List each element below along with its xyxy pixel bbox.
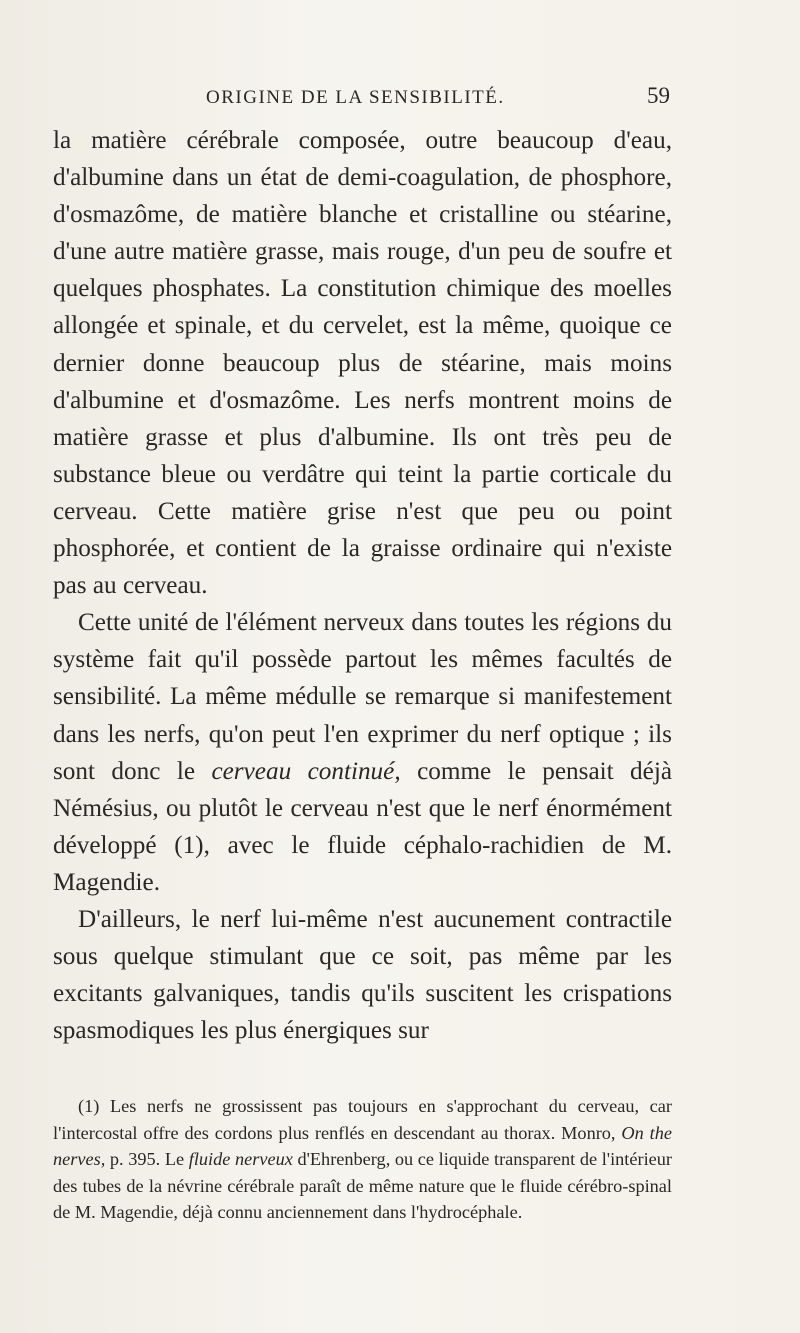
footnote-text-c: d'Ehrenberg, ou ce liquide transparent de l'intérieur des tubes de la névrine cérébrale paraît de même nature que le fluide cérébro-spinal de M. Magendie, déjà connu anciennement dans l'hydrocéphale. [53,1149,672,1222]
running-header [60,83,670,109]
footnote-italic-a: On the nerves, [53,1122,672,1169]
paragraph-1: la matière cérébrale composée, outre beaucoup d'eau, d'albumine dans un état de demi-coagulation, de phosphore, d'osmazôme, de matière blanche et cristalline ou stéarine, d'une autre matière grasse, mais rouge, d'un peu de soufre et quelques phosphates. La constitution chimique des moelles allongée et spinale, et du cervelet, est la même, quoique ce dernier donne beaucoup plus de stéarine, mais moins d'albumine et d'osmazôme. Les nerfs montrent moins de matière grasse et plus d'albumine. Ils ont très peu de substance bleue ou verdâtre qui teint la partie corticale du cerveau. Cette matière grise n'est que peu ou point phosphorée, et contient de la graisse ordinaire qui n'existe pas au cerveau. [53,127,672,600]
page-number: 59 [647,83,670,108]
footnote-text-a: (1) Les nerfs ne grossissent pas toujours en s'approchant du cerveau, car l'intercostal offre des cordons plus renflés en descendant au thorax. Monro, [53,1096,672,1143]
paragraph-2 [53,604,672,901]
paragraph-2-text-b: comme le pensait déjà Némésius, ou plutôt le cerveau n'est que le nerf énormément développé (1), avec le fluide céphalo-rachidien de M. Magendie. [53,757,673,896]
running-title: ORIGINE DE LA SENSIBILITÉ. [206,87,505,108]
paragraph-2-text-a: Cette unité de l'élément nerveux dans toutes les régions du système fait qu'il possède partout les mêmes facultés de sensibilité. La même médulle se remarque si manifestement dans les nerfs, qu'on peut l'en exprimer du nerf optique ; ils sont donc le [53,609,672,785]
paragraph-3: D'ailleurs, le nerf lui-même n'est aucunement contractile sous quelque stimulant que ce soit, pas même par les excitants galvaniques, tandis qu'ils suscitent les crispations spasmodiques les plus énergiques sur [53,905,672,1045]
footnote [53,1093,672,1226]
footnote-text-b: p. 395. Le [105,1149,189,1169]
paragraph-2-italic: cerveau continué, [211,757,401,785]
body-text [53,122,672,1049]
footnote-italic-b: fluide nerveux [188,1149,293,1169]
